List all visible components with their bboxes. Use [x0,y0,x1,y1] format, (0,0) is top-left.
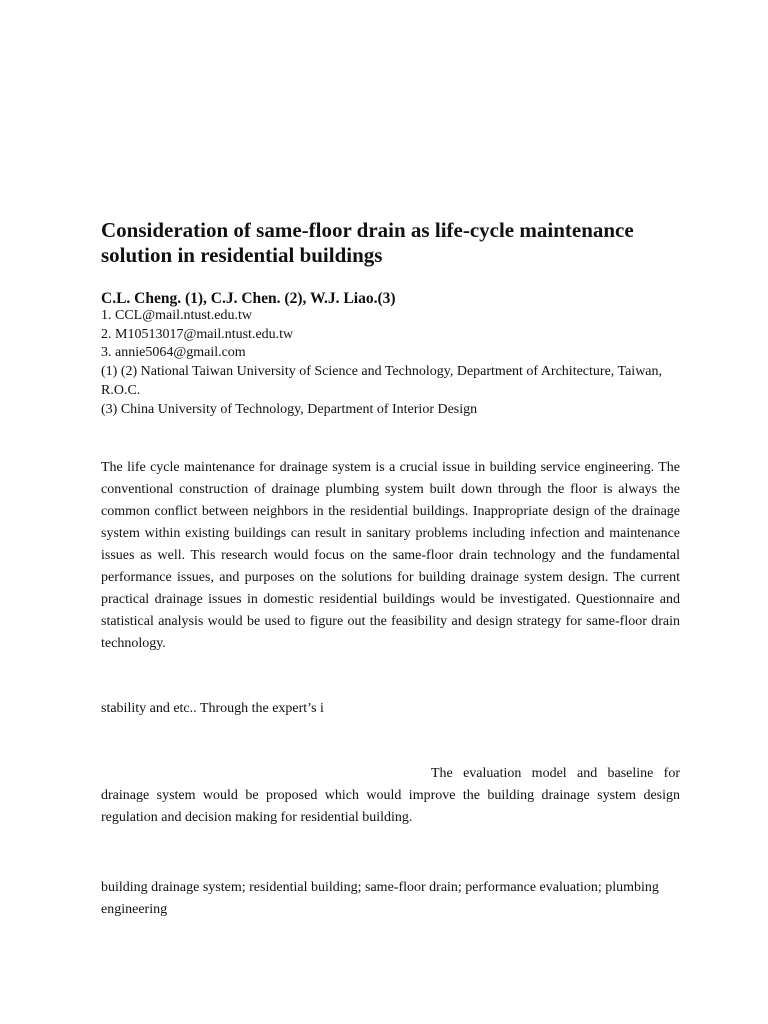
text-fragment: The evaluation model and baseline for drainage system would be proposed which would improve the building drainage system design regulation and decision making for residential building. [101,766,680,825]
author-list: C.L. Cheng. (1), C.J. Chen. (2), W.J. Liao.(3) [101,290,396,307]
text-fragment: stability and etc.. Through the expert’s i [101,701,324,716]
author-contacts [101,307,701,419]
author-email-3: 3. annie5064@gmail.com [101,345,246,361]
keywords: building drainage system; residential building; same-floor drain; performance evaluation; plumbing engineering [101,880,659,917]
author-email-2: 2. M10513017@mail.ntust.edu.tw [101,326,294,342]
affiliation-1: (1) (2) National Taiwan University of Science and Technology, Department of Architecture, Taiwan, R.O.C. [101,364,663,398]
affiliation-2: (3) China University of Technology, Department of Interior Design [101,401,478,417]
abstract-paragraph: The life cycle maintenance for drainage system is a crucial issue in building service engineering. The conventional construction of drainage plumbing system built down through the floor is always the common conflict between neighbors in the residential buildings. Inappropriate design of the drainage system within existing buildings can result in sanitary problems including infection and maintenance issues as well. This research would focus on the same-floor drain technology and the fundamental performance issues, and purposes on the solutions for building drainage system design. The current practical drainage issues in domestic residential buildings would be investigated. Questionnaire and statistical analysis would be used to figure out the feasibility and design strategy for same-floor drain technology. [101,460,680,651]
author-email-1: 1. CCL@mail.ntust.edu.tw [101,308,252,323]
paper-title: Consideration of same-floor drain as life-cycle maintenance solution in residential buildings [101,218,634,267]
